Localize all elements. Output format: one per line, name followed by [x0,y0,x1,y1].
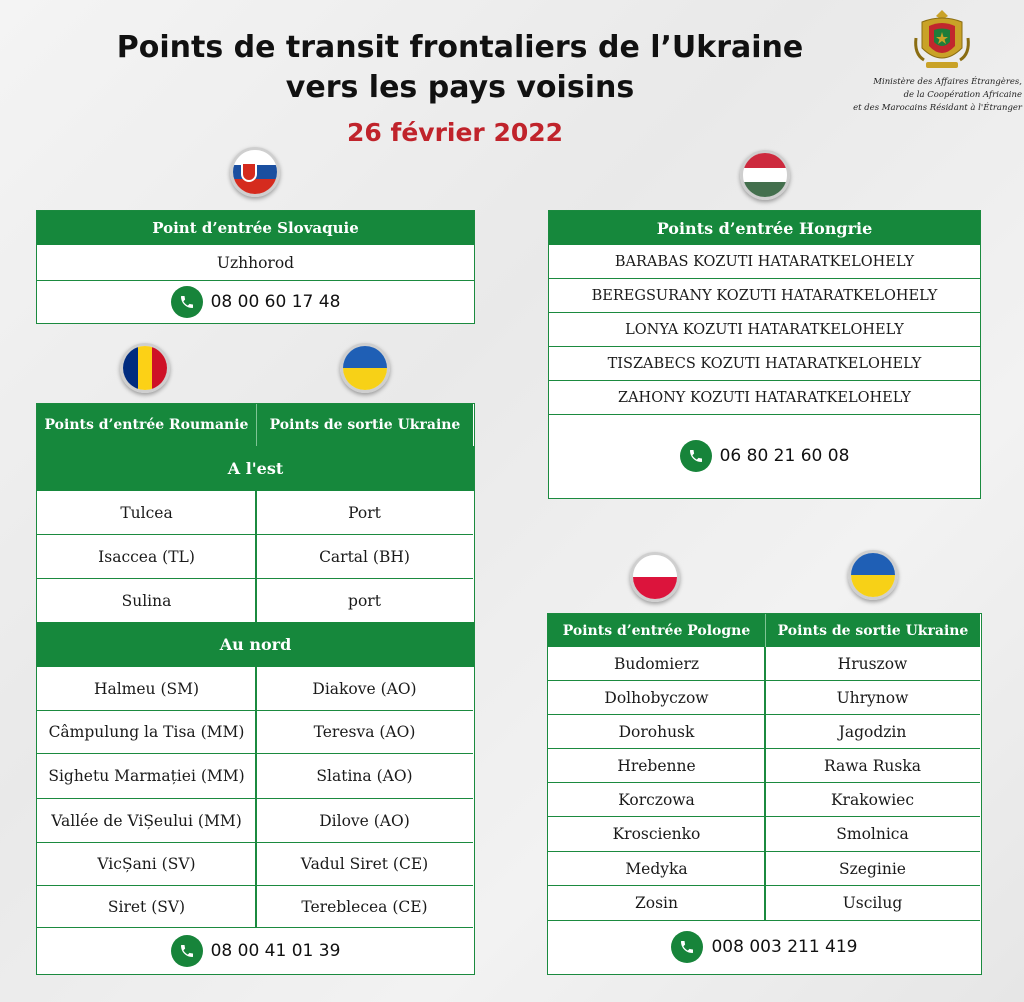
poland-entry: Hrebenne [548,749,765,783]
romania-entry: Isaccea (TL) [37,535,256,579]
section-north: Au nord [37,622,474,667]
hungary-point: ZAHONY KOZUTI HATARATKELOHELY [549,381,980,415]
hungary-phone-number: 06 80 21 60 08 [719,446,850,466]
romania-flag-icon [120,343,170,393]
romania-entry: VicȘani (SV) [37,843,256,886]
phone-icon [671,931,703,963]
ministry-line-3: et des Marocains Résidant à l'Étranger [853,103,1022,113]
romania-entry: Siret (SV) [37,886,256,928]
poland-header-right: Points de sortie Ukraine [765,614,980,647]
slovakia-phone-number: 08 00 60 17 48 [210,292,341,312]
poland-entry: Dolhobyczow [548,681,765,715]
ukraine-exit: Diakove (AO) [256,667,473,711]
ukraine-exit: Smolnica [765,817,980,852]
ministry-line-2: de la Coopération Africaine [903,90,1022,100]
hungary-box [548,210,981,499]
hungary-flag-icon [740,150,790,200]
ukraine-exit: Krakowiec [765,783,980,817]
hungary-phone [549,415,980,497]
ukraine-exit: Jagodzin [765,715,980,749]
ukraine-exit: Cartal (BH) [256,535,473,579]
poland-entry: Korczowa [548,783,765,817]
ukraine-exit: Teresva (AO) [256,711,473,754]
ukraine-exit: Szeginie [765,852,980,886]
section-east: A l'est [37,446,474,491]
hungary-point: LONYA KOZUTI HATARATKELOHELY [549,313,980,347]
ukraine-exit: Uhrynow [765,681,980,715]
title-line-1: Points de transit frontaliers de l’Ukraine [116,30,804,65]
ukraine-exit: Hruszow [765,647,980,681]
slovakia-point: Uzhhorod [37,245,474,281]
ministry-line-1: Ministère des Affaires Étrangères, [873,77,1022,87]
slovakia-box [36,210,475,324]
phone-icon [680,440,712,472]
poland-phone-number: 008 003 211 419 [711,937,858,957]
ministry-name [850,76,1022,115]
ukraine-exit: port [348,591,381,610]
romania-entry: Sulina [121,591,172,610]
poland-entry: Kroscienko [548,817,765,852]
hungary-point: BEREGSURANY KOZUTI HATARATKELOHELY [549,279,980,313]
romania-entry: Sighetu Marmației (MM) [37,754,256,799]
ukraine-exit: Uscilug [765,886,980,921]
slovakia-header: Point d’entrée Slovaquie [37,211,474,245]
ukraine-exit: Port [256,491,473,535]
hungary-point: TISZABECS KOZUTI HATARATKELOHELY [549,347,980,381]
hungary-header: Points d’entrée Hongrie [549,211,980,245]
coat-of-arms-icon [912,8,972,72]
poland-flag-icon [630,552,680,602]
phone-icon [171,286,203,318]
romania-entry: Halmeu (SM) [37,667,256,711]
phone-icon [171,935,203,967]
slovakia-flag-icon [230,147,280,197]
poland-entry: Dorohusk [548,715,765,749]
poland-box [547,613,982,975]
romania-entry: Tulcea [37,491,256,535]
page-title [100,28,820,108]
ukraine-flag-icon [340,343,390,393]
hungary-point: BARABAS KOZUTI HATARATKELOHELY [549,245,980,279]
ukraine-exit: Vadul Siret (CE) [256,843,473,886]
slovakia-phone [37,281,474,323]
romania-header-right: Points de sortie Ukraine [256,404,473,446]
ukraine-exit: Slatina (AO) [256,754,473,799]
ukraine-flag-icon [848,550,898,600]
romania-phone-number: 08 00 41 01 39 [210,940,341,961]
ukraine-exit: Tereblecea (CE) [256,886,473,928]
romania-header-left: Points d’entrée Roumanie [37,404,256,446]
date-label: 26 février 2022 [346,118,564,147]
romania-box [36,403,475,975]
romania-entry: Câmpulung la Tisa (MM) [37,711,256,754]
poland-entry: Medyka [548,852,765,886]
ukraine-exit: Dilove (AO) [256,799,473,843]
poland-phone [548,921,981,973]
poland-entry: Zosin [548,886,765,921]
ukraine-exit: Rawa Ruska [765,749,980,783]
poland-entry: Budomierz [548,647,765,681]
poland-header-left: Points d’entrée Pologne [548,614,765,647]
romania-entry: Vallée de ViȘeului (MM) [37,799,256,843]
romania-phone [37,928,474,973]
title-line-2: vers les pays voisins [285,70,635,105]
